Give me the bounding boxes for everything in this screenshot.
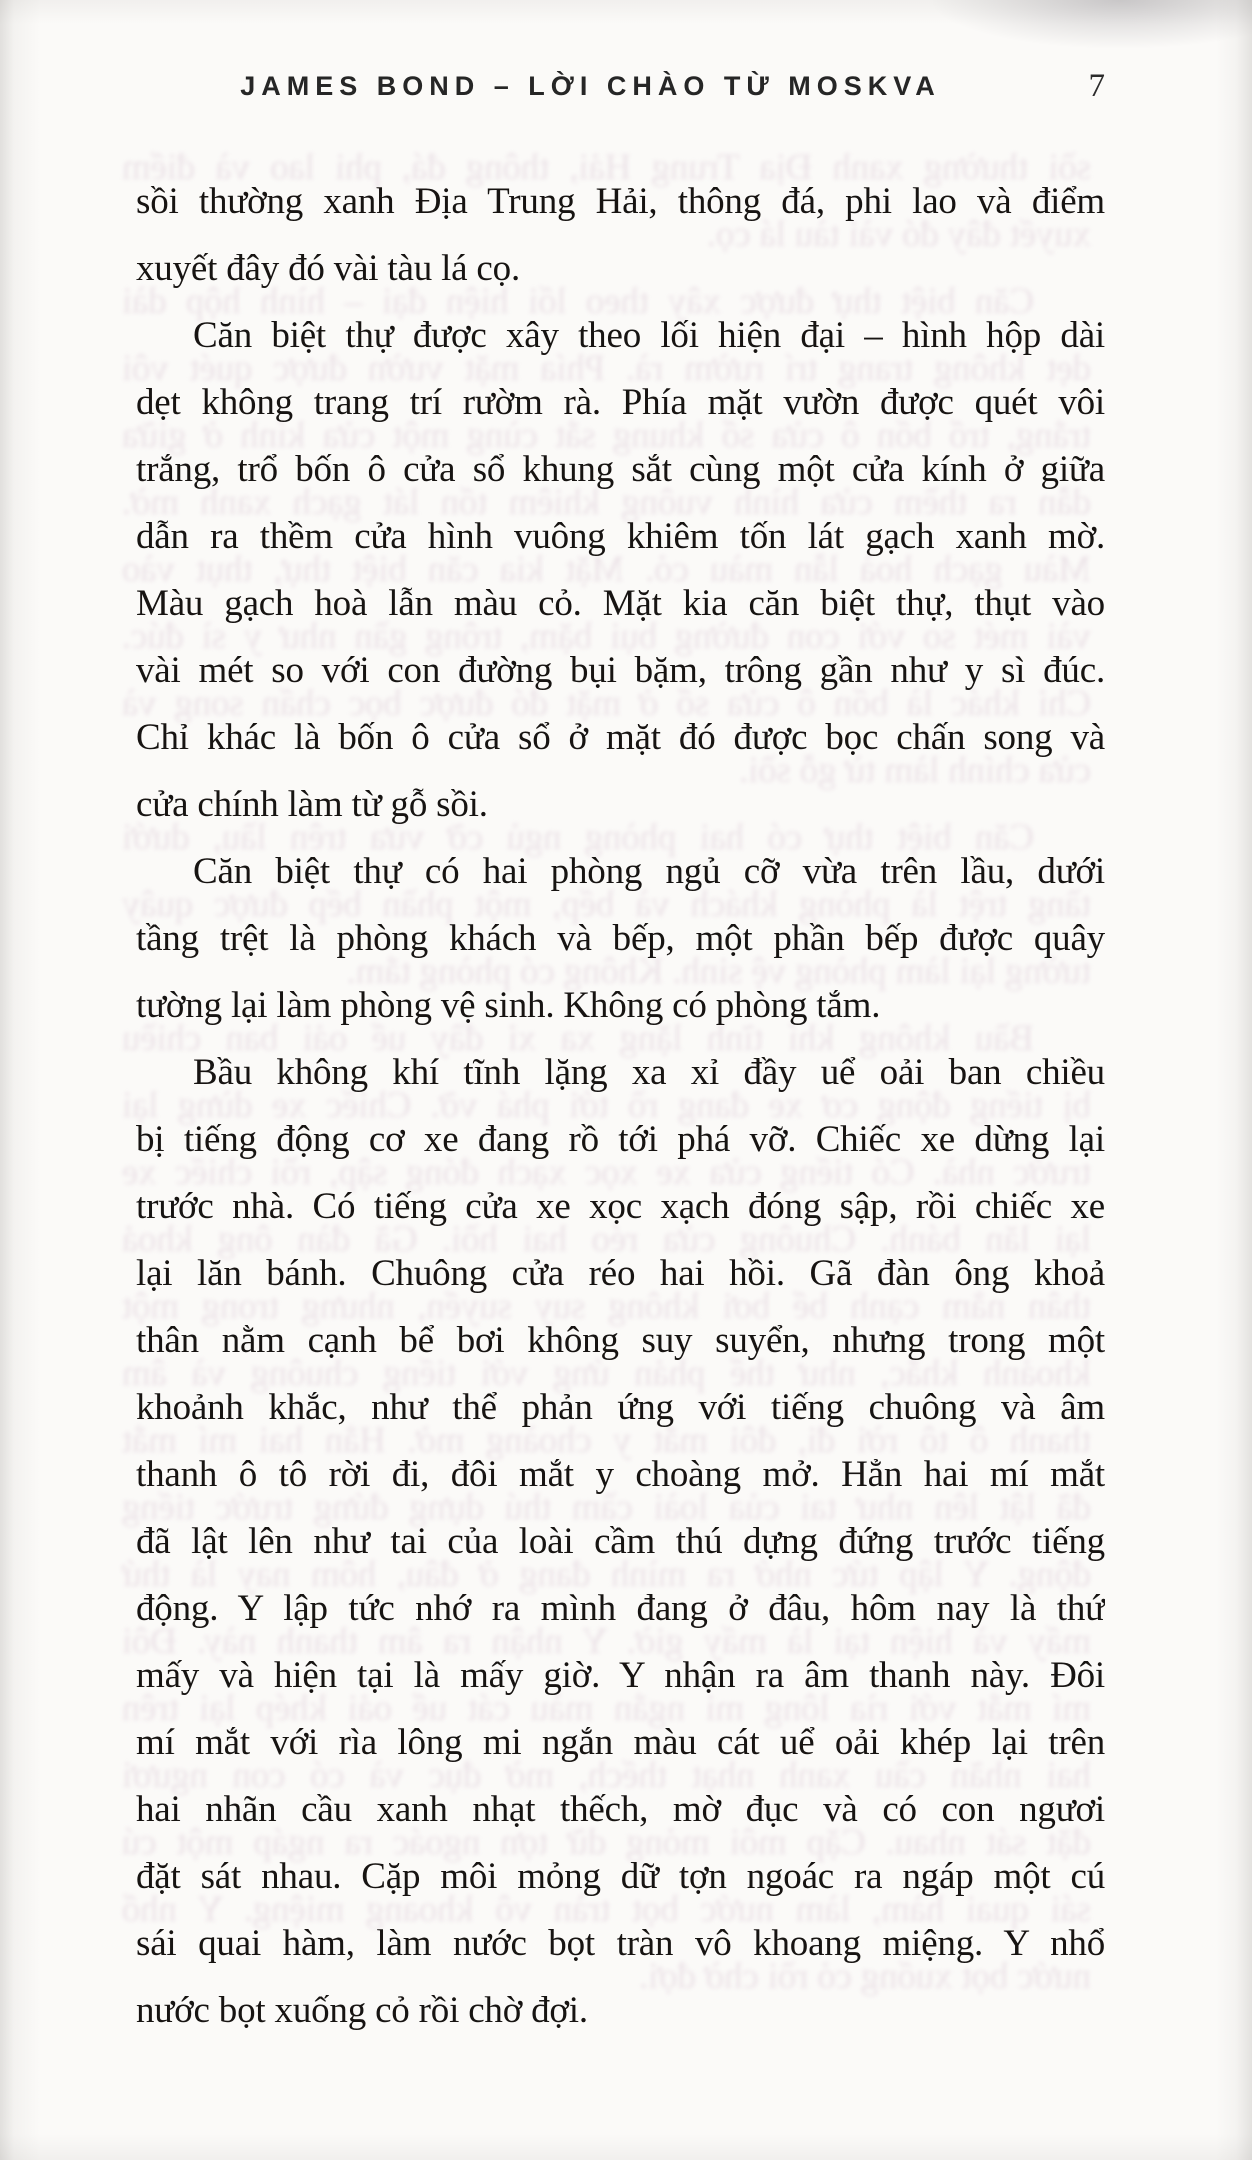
text-line: động. Y lập tức nhớ ra mình đang ở đâu, hôm nay là thứ bbox=[122, 1554, 1091, 1595]
text-line: khoảnh khắc, như thể phản ứng với tiếng chuông và âm bbox=[122, 1353, 1091, 1394]
text-line: trước nhà. Có tiếng cửa xe xọc xạch đóng sập, rồi chiếc xe bbox=[136, 1186, 1105, 1227]
text-line: Bầu không khí tĩnh lặng xa xỉ đầy uể oải ban chiều bbox=[193, 1052, 1105, 1093]
text-line: trắng, trổ bốn ô cửa sổ khung sắt cùng một cửa kính ở giữa bbox=[122, 415, 1091, 456]
text-line: tầng trệt là phòng khách và bếp, một phần bếp được quây bbox=[136, 918, 1105, 959]
text-line: Căn biệt thự được xây theo lối hiện đại – hình hộp dài bbox=[122, 281, 1034, 322]
paragraph bbox=[136, 1039, 1105, 2044]
paragraph bbox=[136, 168, 1105, 302]
text-line: bị tiếng động cơ xe đang rồ tới phá vỡ. Chiếc xe dừng lại bbox=[136, 1119, 1105, 1160]
text-line: dẫn ra thềm cửa hình vuông khiêm tốn lát gạch xanh mờ. bbox=[136, 516, 1105, 557]
text-line: mí mắt với rìa lông mi ngắn màu cát uể oải khép lại trên bbox=[122, 1688, 1091, 1729]
text-line: khoảnh khắc, như thể phản ứng với tiếng chuông và âm bbox=[136, 1387, 1105, 1428]
text-line: đặt sát nhau. Cặp môi mỏng dữ tợn ngoác ra ngáp một cú bbox=[122, 1822, 1091, 1863]
text-line: trước nhà. Có tiếng cửa xe xọc xạch đóng sập, rồi chiếc xe bbox=[122, 1152, 1091, 1193]
text-line: mí mắt với rìa lông mi ngắn màu cát uể oải khép lại trên bbox=[136, 1722, 1105, 1763]
text-line: Màu gạch hoà lẫn màu cỏ. Mặt kia căn biệt thự, thụt vào bbox=[136, 583, 1105, 624]
text-line: hai nhãn cầu xanh nhạt thếch, mờ đục và có con ngươi bbox=[136, 1789, 1105, 1830]
running-title: JAMES BOND – LỜI CHÀO TỪ MOSKVA bbox=[240, 71, 941, 101]
text-line: mấy và hiện tại là mấy giờ. Y nhận ra âm thanh này. Đôi bbox=[136, 1655, 1105, 1696]
text-line: Chỉ khác là bốn ô cửa sổ ở mặt đó được bọc chấn song và bbox=[136, 717, 1105, 758]
text-line: nước bọt xuống cỏ rồi chờ đợi. bbox=[639, 1956, 1091, 1997]
text-line: động. Y lập tức nhớ ra mình đang ở đâu, hôm nay là thứ bbox=[136, 1588, 1105, 1629]
text-line: xuyết đây đó vài tàu lá cọ. bbox=[136, 248, 521, 289]
text-line: hai nhãn cầu xanh nhạt thếch, mờ đục và có con ngươi bbox=[122, 1755, 1091, 1796]
body-text bbox=[136, 168, 1105, 2044]
text-line: đã lật lên như tai của loài cầm thú dựng đứng trước tiếng bbox=[136, 1521, 1105, 1562]
text-line: thanh ô tô rời đi, đôi mắt y choàng mở. Hẳn hai mí mắt bbox=[136, 1454, 1105, 1495]
text-line: dẫn ra thềm cửa hình vuông khiêm tốn lát gạch xanh mờ. bbox=[122, 482, 1091, 523]
text-line: tường lại làm phòng vệ sinh. Không có phòng tắm. bbox=[346, 951, 1091, 992]
text-line: đặt sát nhau. Cặp môi mỏng dữ tợn ngoác ra ngáp một cú bbox=[136, 1856, 1105, 1897]
paragraph bbox=[136, 838, 1105, 1039]
text-line: sái quai hàm, làm nước bọt tràn vô khoang miệng. Y nhổ bbox=[136, 1923, 1105, 1964]
text-line: sồi thường xanh Địa Trung Hải, thông đá, phi lao và điểm bbox=[136, 181, 1105, 222]
text-line: dẹt không trang trí rườm rà. Phía mặt vườn được quét vôi bbox=[136, 382, 1105, 423]
text-line: cửa chính làm từ gỗ sồi. bbox=[739, 750, 1091, 791]
text-line: xuyết đây đó vài tàu lá cọ. bbox=[706, 214, 1091, 255]
text-line: tường lại làm phòng vệ sinh. Không có phòng tắm. bbox=[136, 985, 881, 1026]
text-line: Chỉ khác là bốn ô cửa sổ ở mặt đó được bọc chấn song và bbox=[122, 683, 1091, 724]
text-line: tầng trệt là phòng khách và bếp, một phần bếp được quây bbox=[122, 884, 1091, 925]
text-line: Bầu không khí tĩnh lặng xa xỉ đầy uể oải ban chiều bbox=[122, 1018, 1034, 1059]
running-head bbox=[136, 68, 1105, 108]
text-line: vài mét so với con đường bụi bặm, trông gần như y sì đúc. bbox=[122, 616, 1091, 657]
text-line: dẹt không trang trí rườm rà. Phía mặt vườn được quét vôi bbox=[122, 348, 1091, 389]
text-line: lại lăn bánh. Chuông cửa réo hai hồi. Gã đàn ông khoả bbox=[136, 1253, 1105, 1294]
page-number: 7 bbox=[1088, 68, 1105, 104]
text-line: mấy và hiện tại là mấy giờ. Y nhận ra âm thanh này. Đôi bbox=[122, 1621, 1091, 1662]
text-line: Màu gạch hoà lẫn màu cỏ. Mặt kia căn biệt thự, thụt vào bbox=[122, 549, 1091, 590]
text-line: đã lật lên như tai của loài cầm thú dựng đứng trước tiếng bbox=[122, 1487, 1091, 1528]
text-line: sái quai hàm, làm nước bọt tràn vô khoang miệng. Y nhổ bbox=[122, 1889, 1091, 1930]
text-line: Căn biệt thự được xây theo lối hiện đại – hình hộp dài bbox=[193, 315, 1105, 356]
text-line: lại lăn bánh. Chuông cửa réo hai hồi. Gã đàn ông khoả bbox=[122, 1219, 1091, 1260]
paragraph bbox=[136, 302, 1105, 838]
text-line: trắng, trổ bốn ô cửa sổ khung sắt cùng một cửa kính ở giữa bbox=[136, 449, 1105, 490]
text-line: sồi thường xanh Địa Trung Hải, thông đá, phi lao và điểm bbox=[122, 147, 1091, 188]
text-line: Căn biệt thự có hai phòng ngủ cỡ vừa trên lầu, dưới bbox=[122, 817, 1034, 858]
text-line: bị tiếng động cơ xe đang rồ tới phá vỡ. Chiếc xe dừng lại bbox=[122, 1085, 1091, 1126]
text-line: Căn biệt thự có hai phòng ngủ cỡ vừa trên lầu, dưới bbox=[193, 851, 1105, 892]
text-line: thân nằm cạnh bể bơi không suy suyển, nhưng trong một bbox=[136, 1320, 1105, 1361]
text-line: thân nằm cạnh bể bơi không suy suyển, nhưng trong một bbox=[122, 1286, 1091, 1327]
text-line: thanh ô tô rời đi, đôi mắt y choàng mở. Hẳn hai mí mắt bbox=[122, 1420, 1091, 1461]
text-line: vài mét so với con đường bụi bặm, trông gần như y sì đúc. bbox=[136, 650, 1105, 691]
text-line: cửa chính làm từ gỗ sồi. bbox=[136, 784, 488, 825]
text-line: nước bọt xuống cỏ rồi chờ đợi. bbox=[136, 1990, 588, 2031]
